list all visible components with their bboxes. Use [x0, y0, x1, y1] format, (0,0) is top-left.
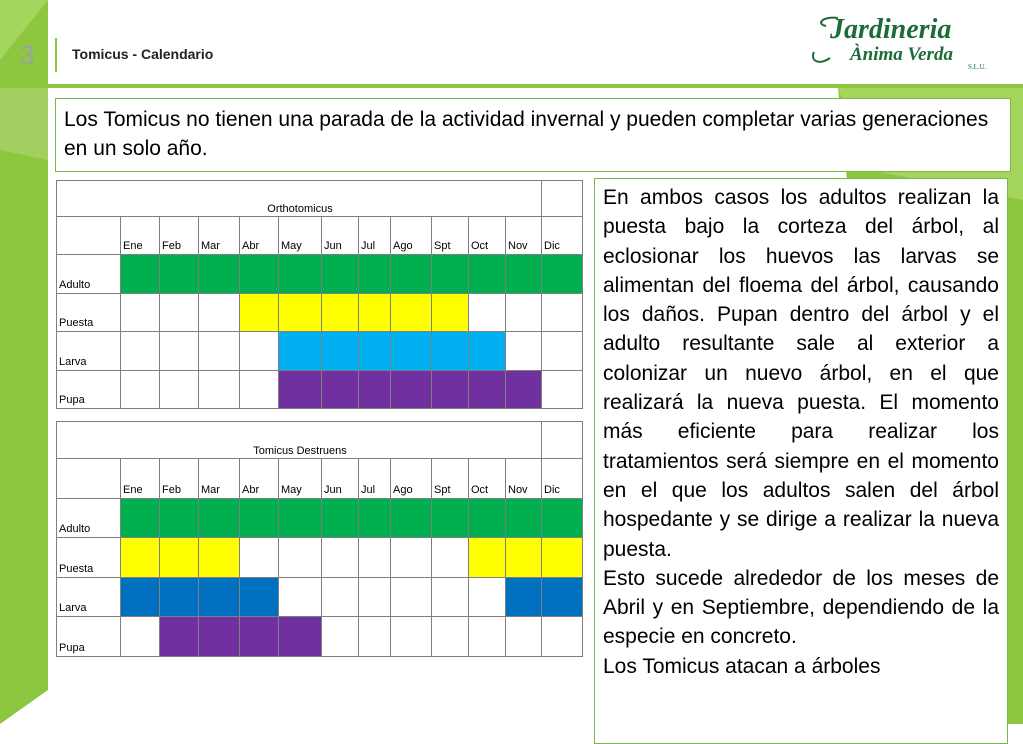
orthotomicus-calendar-table: [56, 180, 583, 409]
month-header: Mar: [199, 216, 240, 254]
stage-label: Larva: [57, 577, 121, 617]
calendar-cell-feb: [160, 332, 199, 370]
calendar-cell-jun: [322, 255, 359, 293]
month-header: Nov: [506, 458, 542, 498]
month-header: Feb: [160, 458, 199, 498]
calendar-cell-feb: [160, 617, 199, 657]
calendar-cell-dic: [542, 498, 583, 538]
stage-row: [57, 255, 583, 293]
stage-label: Pupa: [57, 370, 121, 408]
calendar-cell-feb: [160, 498, 199, 538]
calendar-cell-ago: [391, 332, 432, 370]
calendar-cell-mar: [199, 255, 240, 293]
calendar-cell-spt: [432, 538, 469, 578]
calendar-cell-abr: [240, 498, 279, 538]
calendar-cell-abr: [240, 370, 279, 408]
header-divider: [0, 84, 1023, 88]
month-header: Oct: [469, 458, 506, 498]
tomicus-destruens-calendar-table: [56, 421, 583, 657]
month-header: Spt: [432, 216, 469, 254]
calendar-cell-jul: [359, 538, 391, 578]
description-paragraph-1: En ambos casos los adultos realizan la puesta bajo la corteza del árbol, al eclosionar los huevos las larvas se alimentan del floema del árbol, causando los daños. Pupan dentro del árbol y el adulto resultante sale al exterior a colonizar un nuevo árbol, en el que realizará la nueva puesta. El momento más eficiente para realizar los tratamientos será siempre en el momento en el que los adultos salen del árbol hospedante y se dirige a realizar la nueva puesta.: [603, 186, 999, 561]
calendar-cell-ene: [121, 617, 160, 657]
calendar-cell-may: [279, 538, 322, 578]
stage-row: [57, 332, 583, 370]
calendar-cell-spt: [432, 332, 469, 370]
calendar-cell-oct: [469, 538, 506, 578]
calendar-cell-oct: [469, 577, 506, 617]
calendar-cell-spt: [432, 293, 469, 331]
calendar-cell-mar: [199, 332, 240, 370]
calendar-cell-feb: [160, 293, 199, 331]
calendar-cell-dic: [542, 255, 583, 293]
month-header: Jul: [359, 216, 391, 254]
calendar-cell-jul: [359, 370, 391, 408]
calendar-cell-nov: [506, 577, 542, 617]
logo-line-3: S.L.U.: [968, 63, 987, 71]
calendar-cell-oct: [469, 332, 506, 370]
calendar-cell-ago: [391, 538, 432, 578]
empty-cell: [542, 422, 583, 459]
calendar-cell-may: [279, 498, 322, 538]
calendar-cell-ene: [121, 498, 160, 538]
calendar-cell-ene: [121, 370, 160, 408]
month-header: Feb: [160, 216, 199, 254]
calendar-cell-ago: [391, 293, 432, 331]
calendar-cell-dic: [542, 577, 583, 617]
stage-label: Adulto: [57, 498, 121, 538]
calendar-cell-jun: [322, 538, 359, 578]
month-header: Jul: [359, 458, 391, 498]
calendar-cell-nov: [506, 498, 542, 538]
calendar-cell-nov: [506, 293, 542, 331]
calendar-cell-spt: [432, 370, 469, 408]
company-logo: [808, 12, 998, 72]
calendar-cell-jul: [359, 255, 391, 293]
calendar-cell-ene: [121, 255, 160, 293]
slide-title: Tomicus - Calendario: [72, 46, 214, 62]
calendar-cell-may: [279, 255, 322, 293]
calendar-cell-spt: [432, 577, 469, 617]
calendar-cell-abr: [240, 332, 279, 370]
calendar-cell-oct: [469, 255, 506, 293]
calendar-cell-jul: [359, 293, 391, 331]
calendar-cell-mar: [199, 498, 240, 538]
month-header: Ene: [121, 216, 160, 254]
stage-row: [57, 538, 583, 578]
month-header: Dic: [542, 458, 583, 498]
stage-label: Pupa: [57, 617, 121, 657]
calendar-cell-spt: [432, 617, 469, 657]
calendar-cell-nov: [506, 370, 542, 408]
empty-cell: [542, 181, 583, 217]
calendar-cell-may: [279, 332, 322, 370]
calendar-cell-oct: [469, 370, 506, 408]
calendar-cell-ago: [391, 498, 432, 538]
stage-label: Adulto: [57, 255, 121, 293]
description-text-box: [594, 178, 1008, 744]
calendar-cell-ene: [121, 577, 160, 617]
calendar-cell-may: [279, 370, 322, 408]
calendar-cell-ago: [391, 577, 432, 617]
calendar-cell-mar: [199, 577, 240, 617]
month-header: Jun: [322, 458, 359, 498]
calendar-cell-mar: [199, 293, 240, 331]
calendar-cell-nov: [506, 255, 542, 293]
calendar-cell-may: [279, 293, 322, 331]
month-header: May: [279, 458, 322, 498]
calendar-cell-dic: [542, 332, 583, 370]
calendar-cell-mar: [199, 538, 240, 578]
calendar-cell-oct: [469, 617, 506, 657]
month-header: Ene: [121, 458, 160, 498]
calendar-cell-abr: [240, 538, 279, 578]
empty-cell: [57, 216, 121, 254]
header-separator: [55, 38, 57, 72]
logo-line-1: Jardineria: [830, 14, 952, 45]
slide-number: 3: [20, 40, 35, 70]
calendar-cell-abr: [240, 293, 279, 331]
month-header: Jun: [322, 216, 359, 254]
calendar-cell-may: [279, 577, 322, 617]
month-header: Abr: [240, 216, 279, 254]
calendar-cell-ago: [391, 255, 432, 293]
month-header: Ago: [391, 458, 432, 498]
stage-label: Puesta: [57, 538, 121, 578]
stage-row: [57, 498, 583, 538]
stage-row: [57, 293, 583, 331]
month-header: Spt: [432, 458, 469, 498]
calendar-cell-spt: [432, 255, 469, 293]
calendar-cell-abr: [240, 255, 279, 293]
calendar-cell-may: [279, 617, 322, 657]
intro-text-box: Los Tomicus no tienen una parada de la actividad invernal y pueden completar varias generaciones en un solo año.: [55, 98, 1011, 172]
stage-label: Larva: [57, 332, 121, 370]
calendar-cell-jul: [359, 498, 391, 538]
calendar-cell-nov: [506, 617, 542, 657]
description-paragraph-3: Los Tomicus atacan a árboles: [603, 654, 881, 678]
calendar-cell-feb: [160, 538, 199, 578]
calendar-cell-abr: [240, 617, 279, 657]
calendar-cell-ago: [391, 617, 432, 657]
calendar-cell-dic: [542, 370, 583, 408]
calendar-cell-mar: [199, 370, 240, 408]
calendar-cell-jun: [322, 370, 359, 408]
logo-line-2: Ànima Verda: [850, 44, 953, 65]
empty-cell: [57, 458, 121, 498]
calendar-cell-nov: [506, 538, 542, 578]
calendar-cell-jul: [359, 617, 391, 657]
calendar-cell-dic: [542, 617, 583, 657]
calendar-cell-jun: [322, 498, 359, 538]
calendar-cell-feb: [160, 370, 199, 408]
calendar-cell-oct: [469, 498, 506, 538]
table-title: Orthotomicus: [57, 181, 542, 217]
month-header: May: [279, 216, 322, 254]
calendar-cell-jun: [322, 617, 359, 657]
stage-row: [57, 370, 583, 408]
calendar-cell-feb: [160, 577, 199, 617]
stage-row: [57, 577, 583, 617]
month-header: Oct: [469, 216, 506, 254]
description-paragraph-2: Esto sucede alrededor de los meses de Abril y en Septiembre, dependiendo de la especie en concreto.: [603, 566, 999, 649]
calendar-cell-oct: [469, 293, 506, 331]
month-header: Mar: [199, 458, 240, 498]
calendar-cell-mar: [199, 617, 240, 657]
calendar-cell-feb: [160, 255, 199, 293]
month-header: Abr: [240, 458, 279, 498]
stage-row: [57, 617, 583, 657]
calendar-cell-ene: [121, 538, 160, 578]
month-header: Nov: [506, 216, 542, 254]
calendar-cell-dic: [542, 293, 583, 331]
calendar-cell-spt: [432, 498, 469, 538]
calendar-cell-ene: [121, 332, 160, 370]
calendar-cell-nov: [506, 332, 542, 370]
calendar-cell-dic: [542, 538, 583, 578]
stage-label: Puesta: [57, 293, 121, 331]
calendar-cell-abr: [240, 577, 279, 617]
calendar-cell-jun: [322, 577, 359, 617]
calendar-cell-ago: [391, 370, 432, 408]
month-header: Ago: [391, 216, 432, 254]
month-header: Dic: [542, 216, 583, 254]
calendar-cell-jul: [359, 577, 391, 617]
calendar-cell-jun: [322, 332, 359, 370]
calendar-cell-ene: [121, 293, 160, 331]
table-title: Tomicus Destruens: [57, 422, 542, 459]
calendar-cell-jul: [359, 332, 391, 370]
calendar-cell-jun: [322, 293, 359, 331]
